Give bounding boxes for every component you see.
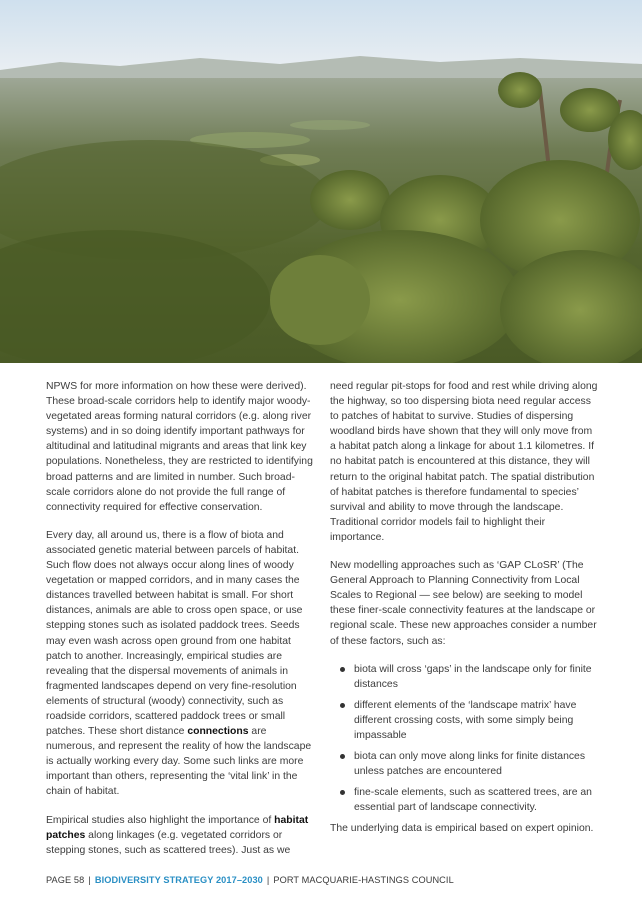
factor-list — [330, 662, 598, 816]
right-paragraph-1: need regular pit-stops for food and rest while driving along the highway, so too dispersing biota need regular access to patches of habitat to survive. Studies of dispersing woodland birds have shown that they will only move from a habitat patch along a linkage for about 1.1 kilometres. If no habitat patch is encountered at this distance, they will return to the original habitat patch. The spatial distribution of habitat patches is therefore fundamental to species’ survival and ability to move through the landscape. Traditional corridor models fail to highlight their importance. — [330, 381, 598, 543]
right-column — [330, 379, 598, 850]
list-item: different elements of the ‘landscape matrix’ have different crossing costs, with some simply being impassable — [354, 698, 598, 743]
landscape-photo — [0, 0, 642, 363]
left-paragraph-1: NPWS for more information on how these were derived). These broad-scale corridors help to identify major woody-vegetated areas forming natural corridors (e.g. along river systems) and in so doing identify important pathways for altitudinal and latitudinal migrants and areas that link key populations. Nonetheless, they are restricted to identifying broad patterns and are limited in number. Such broad-scale corridors alone do not provide the full range of connectivity required for effective conservation. — [46, 381, 313, 513]
footer-separator: | — [88, 875, 91, 885]
list-item: biota can only move along links for finite distances unless patches are encountered — [354, 749, 598, 779]
list-item: fine-scale elements, such as scattered trees, are an essential part of landscape connectivity. — [354, 785, 598, 815]
list-item: biota will cross ‘gaps’ in the landscape only for finite distances — [354, 662, 598, 692]
page-footer — [46, 875, 454, 885]
page-number: PAGE 58 — [46, 875, 85, 885]
bold-connections: connections — [187, 726, 249, 738]
right-paragraph-3: The underlying data is empirical based on expert opinion. — [330, 823, 594, 835]
council-name: PORT MACQUARIE-HASTINGS COUNCIL — [273, 875, 454, 885]
left-paragraph-2: Every day, all around us, there is a flow of biota and associated genetic material between parcels of habitat. Such flow does not always occur along lines of woody vegetation or mapped corridors, and in many cases the distances travelled between habitat is small. For short distances, animals are able to cross open space, or use stepping stones such as isolated paddock trees. Seeds may even wash across open ground from one habitat patch to another. Increasingly, empirical studies are revealing that the dispersal movements of animals in fragmented landscapes depend on very fine-resolution elements of structural (woody) connectivity, such as roadside corridors, scattered paddock trees or small patches. These short distance connections are numerous, and represent the reality of how the landscape is actually working every day. Some such links are more important than others, representing the ‘vital link’ in the chain of habitat. — [46, 529, 312, 798]
strategy-title: BIODIVERSITY STRATEGY 2017–2030 — [94, 875, 263, 885]
bold-habitat-patches: habitat patches — [46, 814, 309, 841]
footer-separator-2: | — [266, 875, 270, 885]
left-paragraph-3: Empirical studies also highlight the importance of habitat patches along linkages (e.g. vegetated corridors or stepping stones, such as scattered trees). Just as we — [46, 814, 309, 856]
left-column — [46, 379, 314, 871]
right-paragraph-2: New modelling approaches such as ‘GAP CLoSR’ (The General Approach to Planning Connectivity from Local Scales to Regional — see below) are seeking to model these finer-scale connectivity features at the landscape or regional scale. These new approaches consider a number of these factors, such as: — [330, 560, 597, 647]
